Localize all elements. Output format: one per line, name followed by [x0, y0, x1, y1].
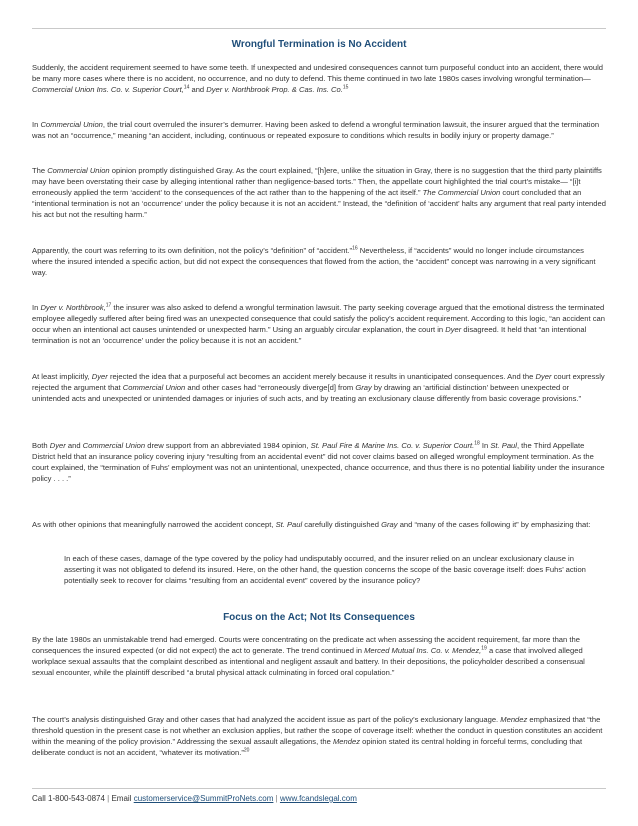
paragraph-dyer-rejected	[32, 371, 606, 404]
footer-separator: |	[104, 794, 112, 803]
text: court expressly rejected the argument that	[32, 372, 605, 393]
case-name: Dyer	[91, 372, 108, 381]
text: drew support from an abbreviated 1984 opinion,	[145, 441, 311, 450]
text: Apparently, the court was referring to its own definition, not the policy’s “definition” of “accident.”	[32, 246, 353, 255]
case-name: The Commercial Union	[422, 188, 501, 198]
text: Both	[32, 441, 50, 450]
text: , the Third Appellate District held that an insurance policy covering injury “resulting from an accidental event” did not cover claims based on alleged wrongful employment termination. As the court explained, the “termination of Fuhs’ employment was not an unintentional, unexpected, chance occurrence, and thus there is no potential liability under the insurance policy . . . .”	[32, 441, 605, 484]
case-name: Gray	[381, 520, 398, 529]
paragraph-st-paul-distinguished	[32, 519, 606, 530]
case-name: Dyer	[49, 441, 66, 450]
case-name: St. Paul	[275, 520, 303, 529]
case-name: Dyer v. Northbrook,	[40, 303, 106, 312]
text: a case that involved alleged workplace sexual assaults that the complaint described as intentional and negligent assault and battery. In their depositions, the policyholder described a consensual sexual encounter, while the plaintiff described “a brutal physical attack culminating in forced oral copulation.”	[32, 646, 585, 678]
text: and “many of the cases following it” by emphasizing that:	[397, 520, 591, 529]
top-divider	[32, 28, 606, 29]
case-name: Dyer	[535, 372, 552, 381]
case-name: Mendez	[332, 737, 361, 747]
text: In	[32, 120, 41, 129]
case-name: Gray	[355, 383, 372, 393]
footnote-ref: 14	[183, 84, 190, 91]
text: By the late 1980s an unmistakable trend had emerged. Courts were concentrating on the predicate act when assessing the accident requirement, far more than the consequences the insured expected (or did not expect) the act to generate. The trend continued in	[32, 635, 580, 656]
case-name: St. Paul	[490, 441, 517, 450]
footnote-ref: 18	[474, 440, 480, 447]
text: opinion promptly distinguished Gray. As the court explained, “[h]ere, unlike the situation in Gray, there is no suggestion that the third party plaintiffs may have been overstating their case by alleging intentional rather than negligence-based torts.” Then, the appellate court highlighted the trial court’s mistake— “[i]t erroneously applied the term ‘accident’ to the consequences of the act rather than to the happening of the act itself.”	[32, 166, 602, 198]
case-name: Commercial Union	[47, 166, 110, 175]
text: opinion stated its central holding in forceful terms, concluding that deliberate conduct is not an accident, “whatever its motivation.”	[32, 737, 583, 758]
text: emphasized that “the threshold question in the present case is not whether an exclusion applies, but rather the scope of coverage itself: whether the conduct in question constitutes an accident within the meaning of the policy provision.” Addressing the sexual assault allegations, the	[32, 715, 603, 747]
footer-email-label: Email	[111, 794, 134, 803]
text: and	[189, 85, 207, 95]
text: In	[32, 303, 41, 312]
paragraph-st-paul	[32, 440, 606, 484]
text: carefully distinguished	[302, 520, 382, 529]
case-name: Commercial Union	[122, 383, 186, 393]
paragraph-court-definition	[32, 245, 606, 278]
footnote-ref: 20	[243, 747, 250, 754]
text: Nevertheless, if “accidents” would no longer include circumstances where the insured intended a specific action, but did not expect the consequences that flowed from the action, the “accident” concept was narrowing in a very significant way.	[32, 246, 596, 278]
paragraph-accident-teeth	[32, 62, 606, 95]
section-heading-focus-on-act: Focus on the Act; Not Its Consequences	[223, 612, 415, 623]
footer-phone[interactable]: Call 1-800-543-0874	[32, 794, 105, 803]
footnote-ref: 17	[105, 302, 112, 309]
text: As with other opinions that meaningfully narrowed the accident concept,	[32, 520, 276, 529]
text: , the trial court overruled the insurer’s demurrer. Having been asked to defend a wrongful termination lawsuit, the insurer argued that the termination was not an “occurrence,” meaning “an accident, including, continuous or repeated exposure to conditions which results in bodily injury or property damage.”	[32, 120, 600, 141]
paragraph-late-1980s-trend	[32, 634, 606, 678]
text: by drawing an ‘artificial distinction’ between unexpected or unintended acts and unexpected or unintended damages or injuries of such acts, and by treating an exclusionary clause differently from basic coverage provisions.”	[32, 383, 582, 404]
footer-contact	[32, 793, 357, 804]
footnote-ref: 19	[481, 645, 487, 652]
footer-website-link[interactable]: www.fcandslegal.com	[279, 794, 357, 803]
paragraph-mendez-analysis	[32, 714, 606, 758]
footnote-ref: 16	[352, 245, 358, 252]
case-name: Commercial Union	[82, 441, 146, 450]
section-heading-wrongful-termination: Wrongful Termination is No Accident	[231, 39, 407, 50]
text: The court’s analysis distinguished Gray and other cases that had analyzed the accident issue as part of the policy’s exclusionary language.	[32, 715, 501, 724]
footer-separator: |	[273, 794, 280, 803]
case-name: Merced Mutual Ins. Co. v. Mendez,	[364, 646, 482, 656]
footer-divider	[32, 788, 606, 789]
footnote-ref: 15	[342, 84, 349, 91]
text: The	[32, 166, 48, 175]
paragraph-commercial-union-trial	[32, 119, 606, 141]
text: the insurer was also asked to defend a wrongful termination lawsuit. The party seeking coverage argued that the emotional distress the terminated employee allegedly suffered after being fired was an unexpected consequence that could satisfy the policy’s accident requirement. According to this logic, “an accident can occur when an intentional act causes unintended or unexpected harm.” Using an arguably circular explanation, the court in	[32, 303, 605, 335]
case-name: Dyer v. Northbrook Prop. & Cas. Ins. Co.	[206, 85, 343, 95]
block-quote: In each of these cases, damage of the type covered by the policy had undisputably occurred, and the insurer relied on an unclear exclusionary clause in asserting it was not obligated to defend its insured. Here, on the other hand, the question concerns the scope of the basic coverage itself: does Fuhs’ action potentially seek to recover for claims “resulting from an accidental event” covered by the insurance policy?	[64, 554, 586, 586]
text: Suddenly, the accident requirement seemed to have some teeth. If unexpected and undesired consequences cannot turn purposeful conduct into an accident, there would be many more cases where there is no accident, no occurrence, and no duty to defend. This theme continued in two late 1980s cases involving wrongful termination—	[32, 63, 604, 84]
text: and other cases had “erroneously diverge[d] from	[185, 383, 356, 393]
text: At least implicitly,	[32, 372, 92, 381]
paragraph-commercial-union-opinion	[32, 165, 606, 220]
text: rejected the idea that a purposeful act becomes an accident merely because it results in unanticipated consequences. And the	[107, 372, 536, 381]
case-name: Commercial Union Ins. Co. v. Superior Court,	[32, 85, 184, 95]
footer-email-link[interactable]: customerservice@SummitProNets.com	[133, 794, 274, 803]
text: and	[65, 441, 83, 450]
case-name: Dyer	[445, 325, 462, 335]
case-name: Mendez	[500, 715, 528, 724]
paragraph-dyer-northbrook	[32, 302, 606, 346]
text: court concluded that an “intentional termination is not an ‘occurrence’ under the policy because it is not an accident.” Instead, the “definition of ‘accident’ halts any argument that real party intended his act but not the resulting harm.”	[32, 188, 606, 220]
case-name: Commercial Union	[40, 120, 103, 129]
text: disagreed. It held that “an intentional termination is not an ‘occurrence’ under the policy because it is not an accident.”	[32, 325, 587, 346]
text: In	[479, 441, 491, 450]
case-name: St. Paul Fire & Marine Ins. Co. v. Superior Court.	[310, 441, 475, 450]
